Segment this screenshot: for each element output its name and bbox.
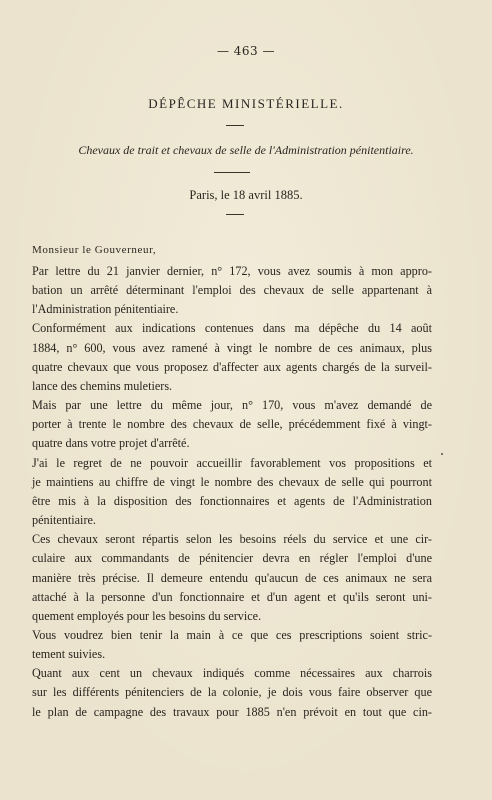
text-line: J'ai le regret de ne pouvoir accueillir favorablement vos propositions et [32, 455, 432, 470]
dateline-rule [226, 214, 244, 215]
text-line: Vous voudrez bien tenir la main à ce que ces prescriptions soient stric- [32, 627, 432, 642]
subtitle-rule [214, 172, 250, 173]
dateline: Paris, le 18 avril 1885. [189, 188, 303, 202]
text-line: quatre dans votre projet d'arrêté. [32, 436, 190, 451]
title-rule [226, 125, 244, 126]
text-line: Par lettre du 21 janvier dernier, n° 172, vous avez soumis à mon appro- [32, 264, 432, 278]
text-line: Quant aux cent un chevaux indiqués comme nécessaires aux charrois [32, 666, 432, 681]
text-line: le plan de campagne des travaux pour 1885 n'en prévoit en tout que cin- [32, 704, 432, 719]
paragraph-3 [32, 396, 432, 453]
paragraph-2 [32, 319, 432, 396]
text-line: Mais par une lettre du même jour, n° 170, vous m'avez demandé de [32, 398, 432, 413]
text-line: l'Administration pénitentiaire. [32, 302, 179, 317]
paragraph-7 [32, 664, 432, 721]
text-line: être mis à la disposition des fonctionnaires et agents de l'Administration [32, 493, 432, 508]
text-line: je maintiens au chiffre de vingt le nombre des chevaux de selle qui pourront [32, 474, 432, 489]
text-line: lance des chemins muletiers. [32, 378, 173, 393]
paragraph-1 [32, 262, 432, 319]
text-line: culaire aux commandants de pénitencier devra en régler l'emploi d'une [32, 551, 432, 566]
paragraph-5 [32, 530, 432, 626]
page-number: — 463 — [216, 44, 276, 58]
text-line: pénitentiaire. [32, 513, 96, 528]
text-line: Conformément aux indications contenues dans ma dépêche du 14 août [32, 321, 432, 336]
text-line: 1884, n° 600, vous avez ramené à vingt le nombre de ces animaux, plus [32, 340, 432, 355]
paragraph-6 [32, 626, 432, 664]
ink-speck [441, 453, 443, 455]
salutation: Monsieur le Gouverneur, [32, 244, 157, 256]
text-line: attaché à la personne d'un fonctionnaire et d'un agent et qu'ils seront uni- [32, 589, 432, 604]
text-line: bation un arrêté déterminant l'emploi des chevaux de selle appartenant à [32, 283, 432, 298]
dispatch-subtitle: Chevaux de trait et chevaux de selle de l'Administration pénitentiaire. [78, 143, 414, 157]
text-line: quatre chevaux que vous proposez d'affecter aux agents chargés de la surveil- [32, 359, 432, 374]
text-line: Ces chevaux seront répartis selon les besoins réels du service et une cir- [32, 532, 432, 547]
text-line: sur les différents pénitenciers de la colonie, je dois vous faire observer que [32, 685, 432, 700]
text-line: porter à trente le nombre des chevaux de selle, précédemment fixé à vingt- [32, 417, 432, 432]
text-line: manière très précise. Il demeure entendu qu'aucun de ces animaux ne sera [32, 570, 432, 585]
dispatch-title: DÉPÊCHE MINISTÉRIELLE. [148, 96, 344, 111]
letter-body [32, 262, 432, 722]
text-line: tement suivies. [32, 647, 106, 662]
text-line: quement employés pour les besoins du service. [32, 608, 262, 623]
paragraph-4 [32, 454, 432, 531]
